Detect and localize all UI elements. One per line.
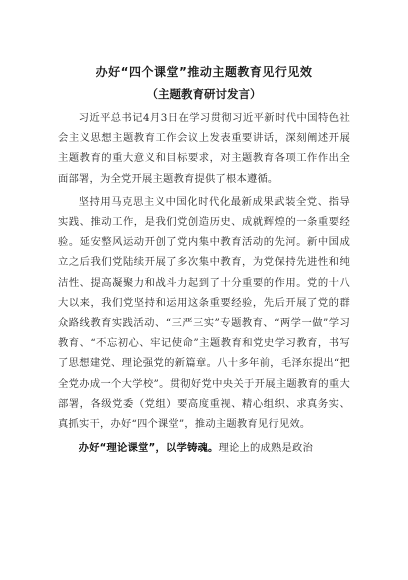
document-body xyxy=(58,108,350,458)
document-subtitle: （主题教育研讨发言） xyxy=(146,87,262,101)
document-title: 办好“四个课堂”推动主题教育见行见效 xyxy=(95,65,313,79)
paragraph-theory-classroom xyxy=(58,438,350,458)
paragraph-intro: 习近平总书记4月3日在学习贯彻习近平新时代中国特色社会主义思想主题教育工作会议上发表重要讲话，深刻阐述开展主题教育的重大意义和目标要求，对主题教育各项工作作出全面部署，为全党开展主题教育提供了根本遵循。 xyxy=(58,112,350,185)
paragraph-lead-text: 理论上的成熟是政治 xyxy=(218,442,313,455)
paragraph-lead-heading: 办好“理论课堂”，以学铸魂。 xyxy=(78,442,219,455)
paragraph-history: 坚持用马克思主义中国化时代化最新成果武装全党、指导实践、推动工作，是我们党创造历史、成就辉煌的一条重要经验。延安整风运动开创了党内集中教育活动的先河。新中国成立之后我们党陆续开展了多次集中教育，为党保持先进性和纯洁性、提高凝聚力和战斗力起到了十分重要的作用。党的十八大以来，我们党坚持和运用这条重要经验，先后开展了党的群众路线教育实践活动、“三严三实”专题教育、“两学一做”学习教育、“不忘初心、牢记使命”主题教育和党史学习教育，书写了思想建党、理论强党的新篇章。八十多年前，毛泽东提出“把全党办成一个大学校”。贯彻好党中央关于开展主题教育的重大部署，各级党委（党组）要高度重视、精心组织、求真务实、真抓实干，办好“四个课堂”，推动主题教育见行见效。 xyxy=(58,195,350,431)
